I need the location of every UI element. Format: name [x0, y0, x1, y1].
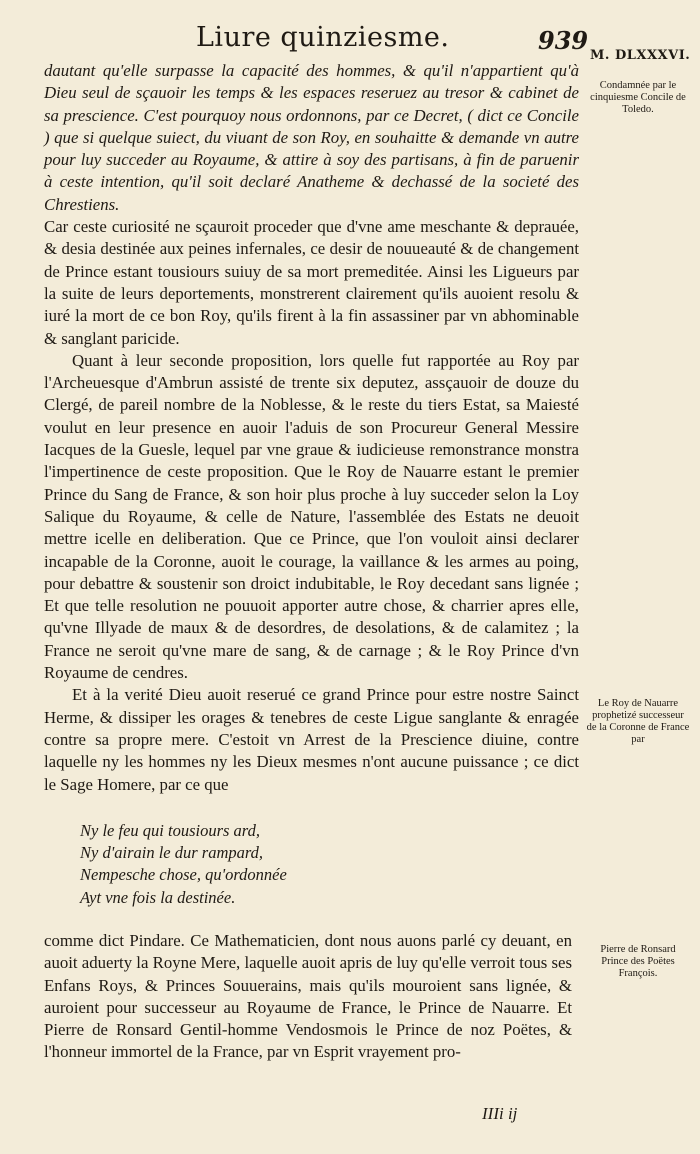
paragraph-second-proposition: Quant à leur seconde proposition, lors quelle fut rapportée au Roy par l'Archeuesque d'Ambrun assisté de trente six deputez, assçauoir de douze du Clergé, de pareil nombre de la Noblesse, & le reste du tiers Estat, sa Maiesté voulut en leur presence en auoir l'aduis de son Procureur General Messire Iacques de la Guesle, lequel par vne graue & iudicieuse remonstrance monstra l'impertinence de ceste proposition. Que le Roy de Nauarre estant le premier Prince du Sang de France, & son hoir plus proche à luy succeder selon la Loy Salique du Royaume, & celle de Nature, l'assemblée des Estats ne deuoit mettre icelle en deliberation. Que ce Prince, que l'on vouloit ainsi declarer incapable de la Coronne, auoit le courage, la vaillance & les armes au poing, pour debattre & soustenir son droict indubitable, le Roy decedant sans lignée ; Et que telle resolution ne pouuoit apporter autre chose, & charrier apres elle, qu'vne Illyade de maux & de desordres, de desolations, & de calamitez ; la France ne seroit qu'vne mare de sang, & de carnage ; & le Roy Prince d'vn Royaume de cendres.: [44, 350, 579, 683]
paragraph-truth: Et à la verité Dieu auoit reserué ce grand Prince pour estre nostre Sainct Herme, & dissiper les orages & tenebres de ceste Ligue sanglante & enragée contre sa propre mere. C'estoit vn Arrest de la Prescience diuine, contre laquelle ny les hommes ny les Dieux mesmes n'ont aucune puissance ; ce dict le Sage Homere, par ce que: [44, 685, 579, 794]
signature-mark: IIIi ij: [482, 1104, 518, 1123]
verse-line: Ny le feu qui tousiours ard,: [80, 821, 260, 840]
verse-line: Nempesche chose, qu'ordonnée: [80, 865, 287, 885]
verse-quotation: [80, 820, 340, 909]
margin-note-council: Condamnée par le cinquiesme Concile de Toledo.: [590, 80, 686, 115]
year-marker: M. DLXXXVI.: [590, 48, 691, 63]
verse-line: Ny d'airain le dur rampard,: [80, 843, 264, 863]
margin-note-navarre: Le Roy de Nauarre prophetizé successeur de la Coronne de France par: [586, 698, 690, 745]
page-header: [0, 22, 700, 63]
paragraph-curiosity: Car ceste curiosité ne sçauroit proceder que d'vne ame meschante & deprauée, & desia destinée aux peines infernales, ce desir de nouueauté & de changement de Prince estant tousiours suiuy de sa mort premeditée. Ainsi les Ligueurs par la suite de leurs deportements, monstrerent clairement qu'ils auoient resolu & iuré la mort de ce bon Roy, qu'ils firent à la fin assassiner par vn abhominable & sanglant paricide.: [44, 217, 579, 348]
paragraph-pindare: comme dict Pindare. Ce Mathematicien, dont nous auons parlé cy deuant, en auoit aduerty la Royne Mere, laquelle auoit apris de luy qu'elle verroit tous ses Enfans Roys, & Princes Souuerains, mais qu'ils mouroient sans lignée, & auroient pour successeur au Royaume de France, le Prince de Nauarre. Et Pierre de Ronsard Gentil-homme Vendosmois le Prince de noz Poëtes, & l'honneur immortel de la France, par vn Esprit vrayement pro-: [44, 931, 572, 1062]
page-number: 939: [538, 26, 589, 55]
margin-note-ronsard: Pierre de Ronsard Prince des Poëtes François.: [600, 944, 676, 979]
verse-line: Ayt vne fois la destinée.: [80, 887, 236, 907]
main-text-block: [44, 60, 579, 796]
paragraph-decree: dautant qu'elle surpasse la capacité des hommes, & qu'il n'appartient qu'à Dieu seul de sçauoir les temps & les espaces reseruez au tresor & cabinet de sa prescience. C'est pourquoy nous ordonnons, par ce Decret, ( dict ce Concile ) que si quelque suiect, du viuant de son Roy, en souhaitte & demande vn autre pour luy succeder au Royaume, & attire à soy des partisans, à fin de paruenir à ceste intention, qu'il soit declaré Anatheme & dechassé de la societé des Chrestiens.: [44, 61, 579, 214]
closing-text-block: [44, 930, 572, 1064]
running-title: Liure quinziesme.: [196, 22, 450, 53]
